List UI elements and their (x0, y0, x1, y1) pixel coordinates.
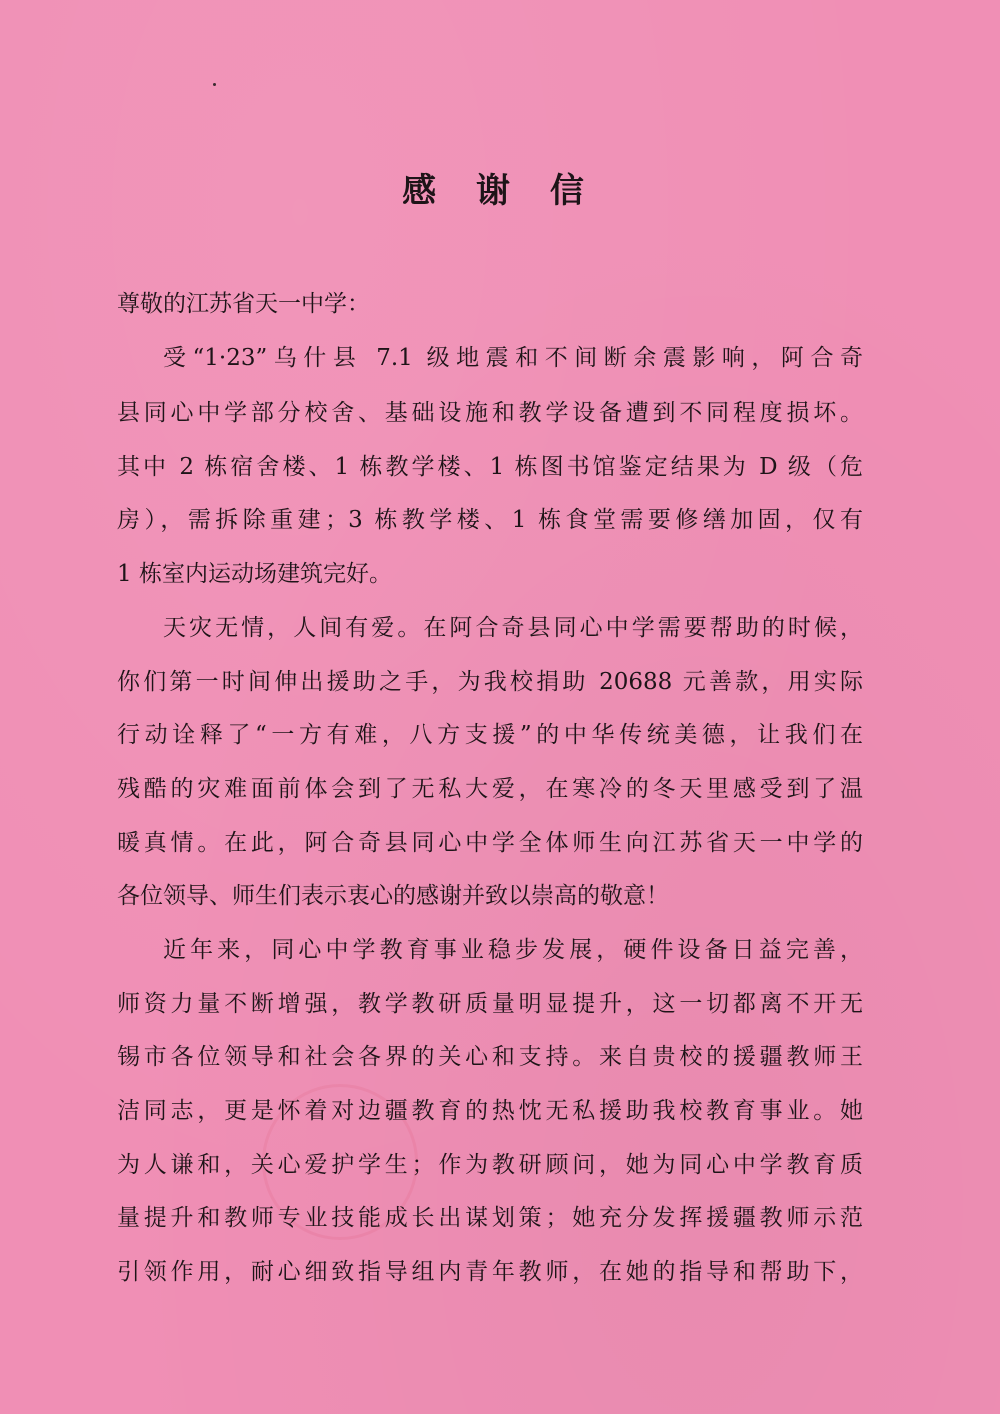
body-line: 1 栋室内运动场建筑完好。 (117, 561, 392, 587)
body-line: 锡市各位领导和社会各界的关心和支持。来自贵校的援疆教师王 (117, 1044, 863, 1070)
body-line: 师资力量不断增强，教学教研质量明显提升，这一切都离不开无 (117, 991, 863, 1017)
body-line: 近年来，同心中学教育事业稳步发展，硬件设备日益完善， (163, 937, 863, 963)
body-line: 量提升和教师专业技能成长出谋划策；她充分发挥援疆教师示范 (117, 1205, 863, 1231)
letter-title: 感 谢 信 (402, 171, 598, 211)
body-line: 天灾无情，人间有爱。在阿合奇县同心中学需要帮助的时候， (163, 615, 863, 641)
body-line: 行动诠释了“一方有难，八方支援”的中华传统美德，让我们在 (117, 722, 863, 748)
body-line: 各位领导、师生们表示衷心的感谢并致以崇高的敬意！ (117, 883, 669, 909)
body-line: 引领作用，耐心细致指导组内青年教师，在她的指导和帮助下， (117, 1259, 863, 1285)
letter-greeting: 尊敬的江苏省天一中学： (117, 291, 370, 317)
body-line: 县同心中学部分校舍、基础设施和教学设备遭到不同程度损坏。 (117, 400, 863, 426)
body-line: 残酷的灾难面前体会到了无私大爱，在寒冷的冬天里感受到了温 (117, 776, 863, 802)
body-line: 洁同志，更是怀着对边疆教育的热忱无私援助我校教育事业。她 (117, 1098, 863, 1124)
body-line: 为人谦和，关心爱护学生；作为教研顾问，她为同心中学教育质 (117, 1152, 863, 1178)
body-line: 受“1·23”乌什县 7.1 级地震和不间断余震影响，阿合奇 (163, 345, 863, 371)
body-line: 房），需拆除重建；3 栋教学楼、1 栋食堂需要修缮加固，仅有 (117, 507, 863, 533)
body-line: 你们第一时间伸出援助之手，为我校捐助 20688 元善款，用实际 (117, 669, 863, 695)
body-line: 其中 2 栋宿舍楼、1 栋教学楼、1 栋图书馆鉴定结果为 D 级（危 (117, 454, 863, 480)
speck-mark (213, 83, 216, 86)
body-line: 暖真情。在此，阿合奇县同心中学全体师生向江苏省天一中学的 (117, 830, 863, 856)
